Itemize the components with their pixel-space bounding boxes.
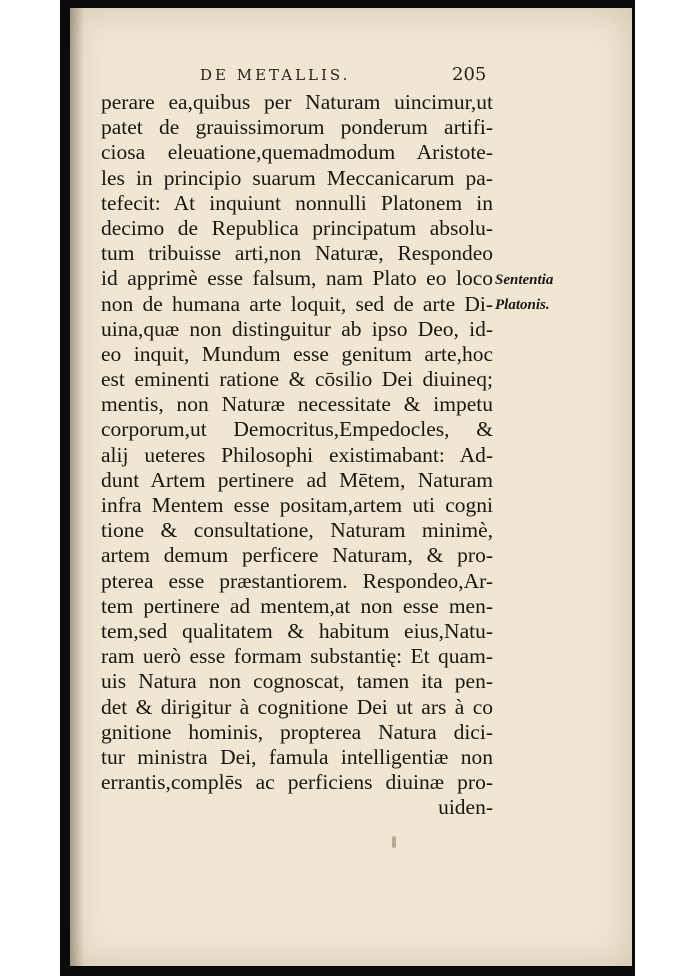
text-line: uina,quæ non distinguitur ab ipso Deo, id- [101, 316, 493, 341]
text-line: errantis,complēs ac perficiens diuinæ pro- [101, 770, 493, 795]
text-line: perare ea,quibus per Naturam uincimur,ut [101, 90, 493, 114]
text-line: tem,sed qualitatem & habitum eius,Natu- [101, 618, 493, 643]
text-line: tur ministra Dei, famula intelligentiæ non [101, 744, 493, 769]
text-line: uis Natura non cognoscat, tamen ita pen- [101, 669, 493, 694]
text-line: mentis, non Naturæ necessitate & impetu [101, 392, 493, 417]
catchword-line: uiden- [438, 795, 493, 820]
text-line: patet de grauissimorum ponderum artifi- [101, 115, 493, 140]
text-line: artem demum perficere Naturam, & pro- [101, 543, 493, 568]
page-number: 205 [452, 64, 487, 85]
text-line: non de humana arte loquit, sed de arte Di- [101, 291, 493, 316]
text-line: decimo de Republica principatum absolu- [101, 215, 493, 240]
text-line: dunt Artem pertinere ad Mētem, Naturam [101, 467, 493, 492]
text-line: tem pertinere ad mentem,at non esse men- [101, 593, 493, 618]
text-line: id apprimè esse falsum, nam Plato eo loco [101, 266, 493, 291]
text-line: det & dirigitur à cognitione Dei ut ars à co [101, 694, 493, 719]
body-text [101, 90, 493, 820]
marginal-note [495, 268, 553, 318]
text-line: ciosa eleuatione,quemadmodum Aristote- [101, 140, 493, 165]
text-line: ram uerò esse formam substantię: Et quam- [101, 644, 493, 669]
text-line: tum tribuisse arti,non Naturæ, Respondeo [101, 241, 493, 266]
running-head: DE METALLIS. [200, 66, 351, 84]
text-line: les in principio suarum Meccanicarum pa- [101, 165, 493, 190]
text-line: alij ueteres Philosophi existimabant: Ad- [101, 442, 493, 467]
text-line: est eminenti ratione & cōsilio Dei diuineq; [101, 367, 493, 392]
marginal-note-line: Platonis. [495, 297, 550, 313]
text-line: infra Mentem esse positam,artem uti cogni [101, 493, 493, 517]
text-line: corporum,ut Democritus,Empedocles, & [101, 417, 493, 442]
text-line: eo inquit, Mundum esse genitum arte,hoc [101, 341, 493, 366]
text-line: tefecit: At inquiunt nonnulli Platonem in [101, 190, 493, 215]
ink-blot [392, 836, 396, 848]
text-line: pterea esse præstantiorem. Respondeo,Ar- [101, 568, 493, 593]
text-line: gnitione hominis, propterea Natura dici- [101, 719, 493, 744]
marginal-note-line: Sententia [495, 272, 554, 288]
text-line: tione & consultatione, Naturam minimè, [101, 518, 493, 543]
gutter-shadow [70, 8, 84, 966]
